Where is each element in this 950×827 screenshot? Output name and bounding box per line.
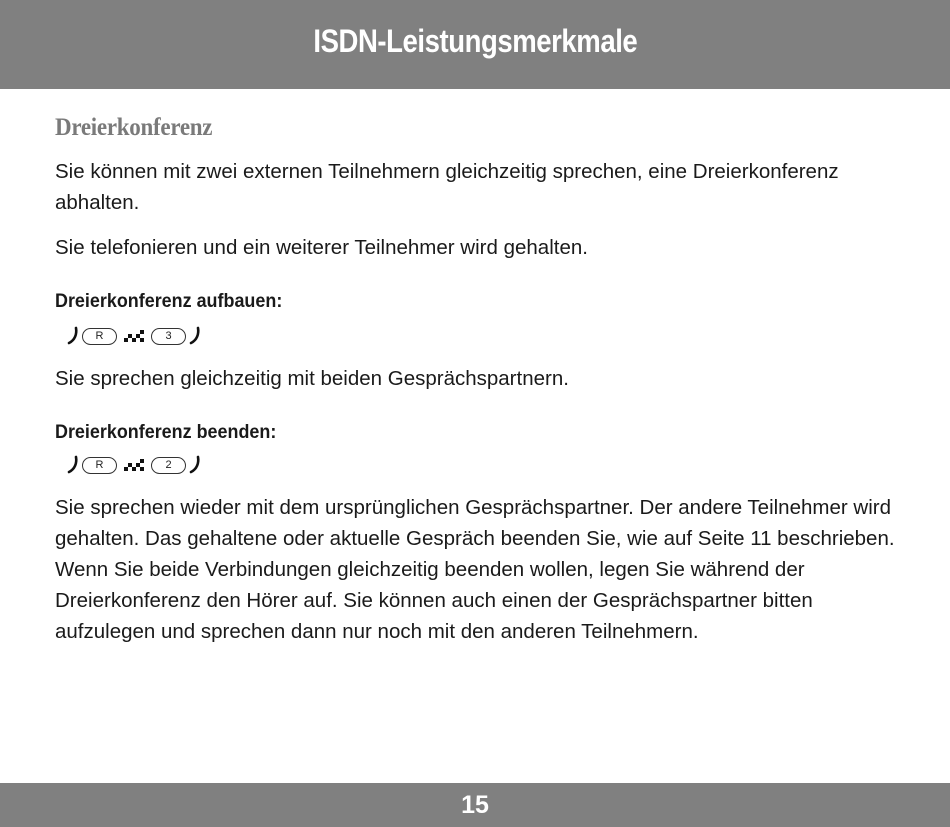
header-title: ISDN-Leistungsmerkmale (313, 23, 637, 59)
digit-key-icon: 2 (151, 457, 186, 474)
digit-key-icon: 3 (151, 328, 186, 345)
page-footer (0, 783, 950, 827)
handset-icon (67, 455, 79, 475)
r-key-icon: R (82, 457, 117, 474)
hold-symbol-icon (123, 329, 145, 343)
section-title: Dreierkonferenz (55, 114, 213, 141)
end-heading: Dreierkonferenz beenden: (55, 421, 277, 443)
setup-key-sequence (67, 326, 201, 346)
handset-icon (189, 455, 201, 475)
page-number: 15 (461, 790, 489, 819)
r-key-icon: R (82, 328, 117, 345)
end-key-sequence (67, 455, 201, 475)
handset-icon (189, 326, 201, 346)
setup-heading: Dreierkonferenz aufbauen: (55, 290, 283, 312)
handset-icon (67, 326, 79, 346)
page-header (0, 0, 950, 89)
intro-paragraph-1: Sie können mit zwei externen Teilnehmern gleichzeitig sprechen, eine Dreierkonferenz abhalten. (55, 160, 839, 214)
setup-result: Sie sprechen gleichzeitig mit beiden Gesprächspartnern. (55, 367, 569, 390)
hold-symbol-icon (123, 458, 145, 472)
intro-paragraph-2: Sie telefonieren und ein weiterer Teilnehmer wird gehalten. (55, 236, 588, 259)
end-result: Sie sprechen wieder mit dem ursprünglichen Gesprächspartner. Der andere Teilnehmer wird gehalten. Das gehaltene oder aktuelle Gespräch beenden Sie, wie auf Seite 11 beschrieben. Wenn Sie beide Verbindungen gleichzeitig beenden wollen, legen Sie während der Dreierkonferenz den Hörer auf. Sie können auch einen der Gesprächspartner bitten aufzulegen und sprechen dann nur noch mit den anderen Teilnehmern. (55, 496, 895, 643)
